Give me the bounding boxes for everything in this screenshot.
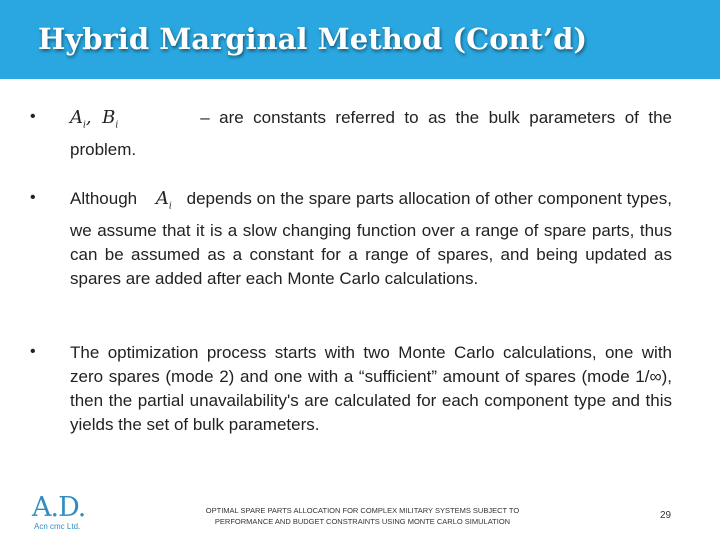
title-bar (0, 0, 720, 79)
bullet-2-body: depends on the spare parts allocation of other component types, we assume that it is a slow changing function over a range of spare parts, thus can be assumed as a constant for a range of spares, and being updated as spares are added after each Monte Carlo calculations. (70, 189, 672, 288)
math-a-b-symbols: $A_i$, $B_i$ (70, 107, 119, 131)
footer-line-2: PERFORMANCE AND BUDGET CONSTRAINTS USING MONTE CARLO SIMULATION (214, 517, 511, 526)
bullet-2-text (70, 187, 672, 291)
bullet-marker: • (30, 189, 36, 206)
bullet-marker: • (30, 343, 36, 360)
bullet-1-text (70, 106, 672, 162)
page-number: 29 (660, 510, 672, 521)
bullet-2-lead: Although (70, 189, 138, 208)
logo-mark: A.D. (32, 492, 86, 523)
company-logo (32, 492, 94, 532)
bullet-1-body: – are constants referred to as the bulk parameters of the problem. (70, 108, 672, 159)
slide-title: Hybrid Marginal Method (Cont’d) (38, 22, 588, 56)
footer-line-1: OPTIMAL SPARE PARTS ALLOCATION FOR COMPLEX MILITARY SYSTEMS SUBJECT TO (205, 506, 520, 515)
logo-subtext: Acn cmc Ltd. (34, 522, 81, 531)
bullet-marker: • (30, 108, 36, 125)
bullet-3-text: The optimization process starts with two Monte Carlo calculations, one with zero spares (mode 2) and one with a “sufficient” amount of spares (mode 1/∞), then the partial unavailability's are calculated for each component type and this yields the set of bulk parameters. (70, 343, 672, 434)
math-a-symbol: $A_i$ (155, 188, 172, 212)
footer-caption (190, 505, 535, 527)
